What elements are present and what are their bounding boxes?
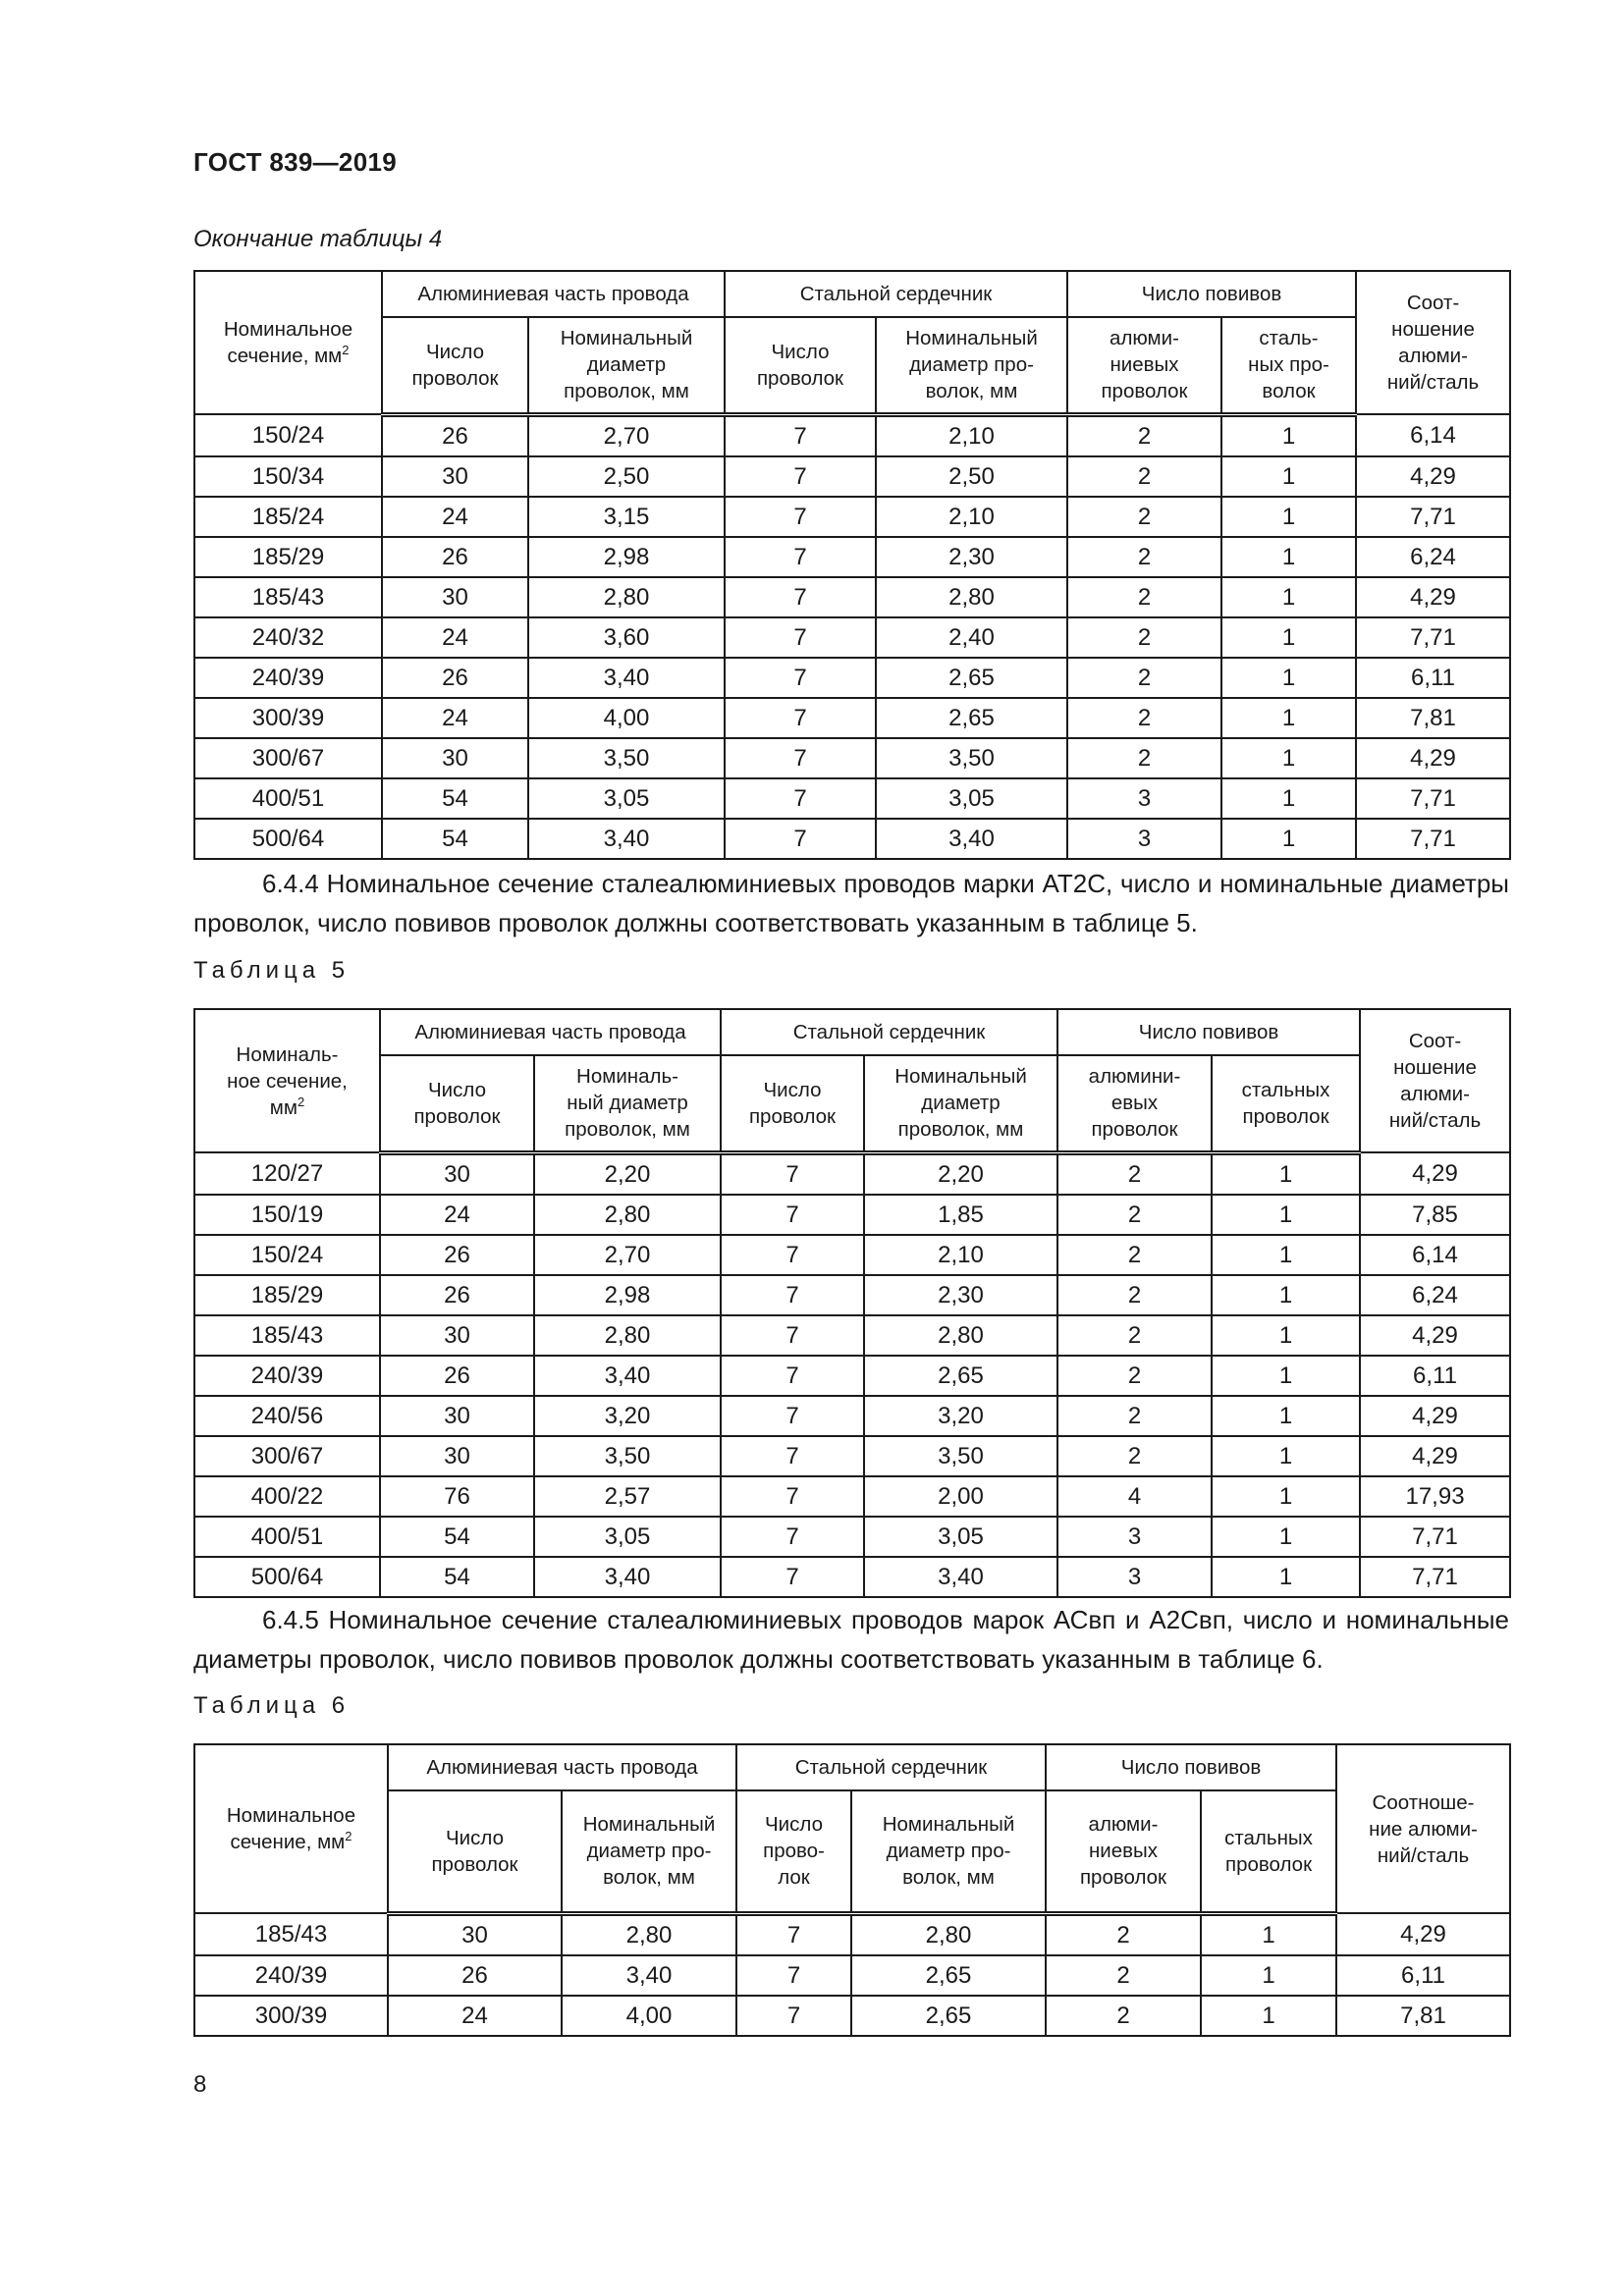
cell-steel-wire-count: 7 xyxy=(721,1275,864,1315)
cell-nominal-section: 300/39 xyxy=(194,1996,388,2036)
cell-steel-wire-count: 7 xyxy=(721,1235,864,1275)
cell-ratio: 17,93 xyxy=(1360,1476,1510,1517)
table-row xyxy=(194,414,1510,456)
cell-al-wire-count: 30 xyxy=(380,1152,534,1195)
cell-steel-wire-diameter: 2,10 xyxy=(876,497,1067,537)
cell-twists-steel: 1 xyxy=(1201,1955,1336,1996)
table-row xyxy=(194,456,1510,497)
cell-al-wire-diameter: 3,40 xyxy=(534,1557,721,1597)
cell-nominal-section: 400/51 xyxy=(194,1517,380,1557)
header-twists-aluminum: алюми- ниевых проволок xyxy=(1067,317,1221,414)
header-steel-wire-count: Число прово- лок xyxy=(736,1790,851,1913)
cell-al-wire-diameter: 2,80 xyxy=(528,577,725,617)
table-row xyxy=(194,577,1510,617)
cell-al-wire-count: 24 xyxy=(382,617,528,658)
cell-twists-aluminum: 2 xyxy=(1067,698,1221,738)
cell-al-wire-count: 30 xyxy=(380,1436,534,1476)
cell-steel-wire-diameter: 3,05 xyxy=(876,778,1067,819)
header-twists-aluminum: алюмини- евых проволок xyxy=(1057,1055,1212,1152)
cell-al-wire-count: 54 xyxy=(380,1557,534,1597)
cell-twists-aluminum: 2 xyxy=(1046,1996,1201,2036)
table-row xyxy=(194,698,1510,738)
header-ratio: Соотноше- ние алюми- ний/сталь xyxy=(1336,1744,1510,1913)
cell-al-wire-count: 26 xyxy=(382,537,528,577)
table-row xyxy=(194,1152,1510,1195)
cell-steel-wire-diameter: 3,50 xyxy=(864,1436,1057,1476)
header-twists-aluminum: алюми- ниевых проволок xyxy=(1046,1790,1201,1913)
cell-al-wire-diameter: 4,00 xyxy=(528,698,725,738)
cell-twists-aluminum: 2 xyxy=(1046,1955,1201,1996)
table-row xyxy=(194,617,1510,658)
cell-steel-wire-count: 7 xyxy=(725,698,876,738)
cell-twists-aluminum: 2 xyxy=(1067,577,1221,617)
cell-al-wire-diameter: 3,05 xyxy=(528,778,725,819)
table-row xyxy=(194,1195,1510,1235)
cell-nominal-section: 150/34 xyxy=(194,456,382,497)
cell-ratio: 6,11 xyxy=(1356,658,1510,698)
cell-al-wire-count: 30 xyxy=(382,738,528,778)
table-row xyxy=(194,1557,1510,1597)
header-steel-wire-count: Число проволок xyxy=(721,1055,864,1152)
cell-twists-steel: 1 xyxy=(1221,617,1356,658)
header-al-wire-diameter: Номинальный диаметр проволок, мм xyxy=(528,317,725,414)
cell-steel-wire-count: 7 xyxy=(736,1913,851,1955)
cell-al-wire-count: 26 xyxy=(380,1275,534,1315)
cell-al-wire-count: 76 xyxy=(380,1476,534,1517)
header-twist-count: Число повивов xyxy=(1046,1744,1336,1790)
cell-steel-wire-count: 7 xyxy=(725,819,876,859)
cell-twists-steel: 1 xyxy=(1221,658,1356,698)
cell-nominal-section: 240/39 xyxy=(194,1356,380,1396)
header-nominal-section: Номинальное сечение, $мм^2$ xyxy=(194,1744,388,1913)
header-ratio: Соот- ношение алюми- ний/сталь xyxy=(1360,1009,1510,1152)
cell-twists-steel: 1 xyxy=(1221,577,1356,617)
cell-al-wire-diameter: 3,40 xyxy=(534,1356,721,1396)
header-steel-wire-diameter: Номинальный диаметр про- волок, мм xyxy=(851,1790,1046,1913)
cell-nominal-section: 120/27 xyxy=(194,1152,380,1195)
table-row xyxy=(194,1275,1510,1315)
header-al-wire-diameter: Номинальный диаметр про- волок, мм xyxy=(562,1790,736,1913)
cell-twists-steel: 1 xyxy=(1212,1235,1360,1275)
cell-ratio: 7,71 xyxy=(1360,1557,1510,1597)
cell-nominal-section: 185/43 xyxy=(194,1315,380,1356)
cell-al-wire-count: 26 xyxy=(380,1356,534,1396)
cell-twists-steel: 1 xyxy=(1212,1195,1360,1235)
cell-ratio: 6,24 xyxy=(1356,537,1510,577)
cell-steel-wire-count: 7 xyxy=(725,577,876,617)
cell-ratio: 6,14 xyxy=(1356,414,1510,456)
cell-steel-wire-diameter: 2,10 xyxy=(876,414,1067,456)
header-aluminum-part: Алюминиевая часть провода xyxy=(380,1009,721,1055)
table-row xyxy=(194,537,1510,577)
table-6 xyxy=(193,1743,1511,2037)
cell-nominal-section: 185/43 xyxy=(194,577,382,617)
table-row xyxy=(194,1517,1510,1557)
header-steel-core: Стальной сердечник xyxy=(721,1009,1057,1055)
cell-twists-steel: 1 xyxy=(1221,414,1356,456)
cell-al-wire-diameter: 3,60 xyxy=(528,617,725,658)
cell-twists-aluminum: 2 xyxy=(1046,1913,1201,1955)
cell-al-wire-count: 30 xyxy=(380,1315,534,1356)
table-4 xyxy=(193,270,1511,860)
cell-steel-wire-count: 7 xyxy=(721,1436,864,1476)
cell-nominal-section: 185/29 xyxy=(194,537,382,577)
cell-steel-wire-diameter: 2,65 xyxy=(876,698,1067,738)
cell-al-wire-diameter: 2,98 xyxy=(528,537,725,577)
cell-steel-wire-count: 7 xyxy=(721,1396,864,1436)
cell-al-wire-count: 24 xyxy=(382,497,528,537)
cell-ratio: 7,81 xyxy=(1356,698,1510,738)
cell-steel-wire-diameter: 2,65 xyxy=(851,1996,1046,2036)
cell-steel-wire-diameter: 2,80 xyxy=(876,577,1067,617)
cell-al-wire-count: 24 xyxy=(382,698,528,738)
cell-ratio: 4,29 xyxy=(1336,1913,1510,1955)
header-twists-steel: сталь- ных про- волок xyxy=(1221,317,1356,414)
header-steel-core: Стальной сердечник xyxy=(725,271,1067,317)
cell-nominal-section: 400/22 xyxy=(194,1476,380,1517)
cell-nominal-section: 150/24 xyxy=(194,1235,380,1275)
header-steel-wire-diameter: Номинальный диаметр про- волок, мм xyxy=(876,317,1067,414)
cell-al-wire-diameter: 2,70 xyxy=(534,1235,721,1275)
cell-twists-aluminum: 2 xyxy=(1057,1235,1212,1275)
cell-steel-wire-diameter: 3,40 xyxy=(876,819,1067,859)
cell-twists-aluminum: 2 xyxy=(1057,1356,1212,1396)
cell-twists-aluminum: 2 xyxy=(1067,456,1221,497)
table-row xyxy=(194,819,1510,859)
cell-twists-steel: 1 xyxy=(1201,1913,1336,1955)
cell-al-wire-diameter: 3,40 xyxy=(528,819,725,859)
page-number: 8 xyxy=(193,2071,207,2098)
cell-twists-steel: 1 xyxy=(1212,1517,1360,1557)
cell-nominal-section: 400/51 xyxy=(194,778,382,819)
cell-twists-aluminum: 2 xyxy=(1057,1275,1212,1315)
cell-steel-wire-count: 7 xyxy=(736,1996,851,2036)
header-al-wire-diameter: Номиналь- ный диаметр проволок, мм xyxy=(534,1055,721,1152)
cell-twists-aluminum: 2 xyxy=(1067,738,1221,778)
header-twist-count: Число повивов xyxy=(1067,271,1356,317)
cell-ratio: 6,11 xyxy=(1360,1356,1510,1396)
cell-twists-aluminum: 3 xyxy=(1067,819,1221,859)
cell-twists-steel: 1 xyxy=(1212,1396,1360,1436)
cell-al-wire-diameter: 2,50 xyxy=(528,456,725,497)
cell-twists-aluminum: 2 xyxy=(1067,414,1221,456)
cell-steel-wire-diameter: 3,05 xyxy=(864,1517,1057,1557)
paragraph-6-4-5: 6.4.5 Номинальное сечение сталеалюминиевых проводов марок АСвп и А2Свп, число и номинальные диаметры проволок, число повивов проволок должны соответствовать указанным в таблице 6. xyxy=(193,1605,1509,1674)
cell-ratio: 7,71 xyxy=(1356,497,1510,537)
cell-al-wire-count: 26 xyxy=(382,414,528,456)
cell-steel-wire-count: 7 xyxy=(721,1356,864,1396)
cell-steel-wire-diameter: 2,30 xyxy=(876,537,1067,577)
cell-al-wire-count: 54 xyxy=(380,1517,534,1557)
cell-al-wire-diameter: 3,20 xyxy=(534,1396,721,1436)
table-row xyxy=(194,658,1510,698)
cell-al-wire-diameter: 2,80 xyxy=(534,1315,721,1356)
cell-steel-wire-count: 7 xyxy=(721,1557,864,1597)
cell-al-wire-diameter: 2,70 xyxy=(528,414,725,456)
cell-twists-steel: 1 xyxy=(1221,738,1356,778)
cell-twists-steel: 1 xyxy=(1212,1315,1360,1356)
cell-al-wire-count: 30 xyxy=(382,456,528,497)
header-nominal-section: Номинальное сечение, $мм^2$ xyxy=(194,271,382,414)
cell-nominal-section: 300/39 xyxy=(194,698,382,738)
cell-twists-steel: 1 xyxy=(1221,819,1356,859)
cell-al-wire-diameter: 3,50 xyxy=(528,738,725,778)
cell-steel-wire-diameter: 2,65 xyxy=(864,1356,1057,1396)
header-twists-steel: стальных проволок xyxy=(1201,1790,1336,1913)
header-ratio: Соот- ношение алюми- ний/сталь xyxy=(1356,271,1510,414)
cell-steel-wire-count: 7 xyxy=(736,1955,851,1996)
cell-steel-wire-count: 7 xyxy=(725,414,876,456)
cell-al-wire-diameter: 3,15 xyxy=(528,497,725,537)
header-twist-count: Число повивов xyxy=(1057,1009,1360,1055)
header-al-wire-count: Число проволок xyxy=(380,1055,534,1152)
cell-al-wire-diameter: 2,57 xyxy=(534,1476,721,1517)
cell-steel-wire-diameter: 2,20 xyxy=(864,1152,1057,1195)
cell-twists-aluminum: 2 xyxy=(1057,1396,1212,1436)
cell-twists-steel: 1 xyxy=(1212,1557,1360,1597)
cell-twists-steel: 1 xyxy=(1221,778,1356,819)
cell-al-wire-count: 30 xyxy=(380,1396,534,1436)
header-aluminum-part: Алюминиевая часть провода xyxy=(388,1744,736,1790)
cell-ratio: 7,71 xyxy=(1356,778,1510,819)
cell-steel-wire-count: 7 xyxy=(725,497,876,537)
table-5 xyxy=(193,1008,1511,1598)
table-row xyxy=(194,1476,1510,1517)
cell-twists-steel: 1 xyxy=(1221,497,1356,537)
cell-twists-steel: 1 xyxy=(1212,1476,1360,1517)
cell-ratio: 4,29 xyxy=(1360,1436,1510,1476)
cell-al-wire-count: 24 xyxy=(388,1996,562,2036)
table-row xyxy=(194,738,1510,778)
cell-nominal-section: 185/43 xyxy=(194,1913,388,1955)
cell-steel-wire-diameter: 2,50 xyxy=(876,456,1067,497)
cell-nominal-section: 240/56 xyxy=(194,1396,380,1436)
cell-twists-steel: 1 xyxy=(1221,456,1356,497)
cell-twists-aluminum: 2 xyxy=(1057,1315,1212,1356)
cell-twists-aluminum: 3 xyxy=(1057,1557,1212,1597)
cell-twists-aluminum: 2 xyxy=(1067,658,1221,698)
cell-steel-wire-count: 7 xyxy=(725,778,876,819)
cell-steel-wire-diameter: 2,40 xyxy=(876,617,1067,658)
cell-twists-steel: 1 xyxy=(1212,1356,1360,1396)
cell-steel-wire-diameter: 1,85 xyxy=(864,1195,1057,1235)
header-twists-steel: стальных проволок xyxy=(1212,1055,1360,1152)
cell-al-wire-diameter: 2,80 xyxy=(534,1195,721,1235)
header-al-wire-count: Число проволок xyxy=(382,317,528,414)
cell-steel-wire-count: 7 xyxy=(725,537,876,577)
header-aluminum-part: Алюминиевая часть провода xyxy=(382,271,725,317)
cell-nominal-section: 240/39 xyxy=(194,1955,388,1996)
table-row xyxy=(194,1913,1510,1955)
table-row xyxy=(194,1436,1510,1476)
cell-steel-wire-diameter: 2,65 xyxy=(876,658,1067,698)
cell-steel-wire-count: 7 xyxy=(721,1476,864,1517)
table6-caption: Таблица 6 xyxy=(193,1692,351,1719)
cell-steel-wire-count: 7 xyxy=(721,1517,864,1557)
cell-nominal-section: 240/39 xyxy=(194,658,382,698)
cell-nominal-section: 150/19 xyxy=(194,1195,380,1235)
cell-twists-aluminum: 4 xyxy=(1057,1476,1212,1517)
cell-nominal-section: 500/64 xyxy=(194,819,382,859)
paragraph-6-4-4: 6.4.4 Номинальное сечение сталеалюминиевых проводов марки АТ2С, число и номинальные диаметры проволок, число повивов проволок должны соответствовать указанным в таблице 5. xyxy=(193,869,1509,937)
cell-steel-wire-count: 7 xyxy=(725,738,876,778)
cell-nominal-section: 185/29 xyxy=(194,1275,380,1315)
cell-nominal-section: 500/64 xyxy=(194,1557,380,1597)
cell-al-wire-count: 26 xyxy=(388,1955,562,1996)
header-steel-wire-count: Число проволок xyxy=(725,317,876,414)
cell-ratio: 7,81 xyxy=(1336,1996,1510,2036)
cell-al-wire-diameter: 2,98 xyxy=(534,1275,721,1315)
cell-twists-aluminum: 3 xyxy=(1067,778,1221,819)
cell-steel-wire-count: 7 xyxy=(721,1315,864,1356)
header-al-wire-count: Число проволок xyxy=(388,1790,562,1913)
table-row xyxy=(194,778,1510,819)
cell-twists-aluminum: 2 xyxy=(1057,1152,1212,1195)
cell-steel-wire-diameter: 2,80 xyxy=(851,1913,1046,1955)
cell-twists-aluminum: 3 xyxy=(1057,1517,1212,1557)
table-row xyxy=(194,497,1510,537)
table-row xyxy=(194,1356,1510,1396)
cell-al-wire-diameter: 2,20 xyxy=(534,1152,721,1195)
cell-nominal-section: 240/32 xyxy=(194,617,382,658)
cell-ratio: 7,71 xyxy=(1356,819,1510,859)
cell-steel-wire-diameter: 2,80 xyxy=(864,1315,1057,1356)
cell-twists-aluminum: 2 xyxy=(1057,1195,1212,1235)
cell-steel-wire-count: 7 xyxy=(721,1152,864,1195)
cell-al-wire-diameter: 2,80 xyxy=(562,1913,736,1955)
cell-twists-steel: 1 xyxy=(1201,1996,1336,2036)
header-steel-core: Стальной сердечник xyxy=(736,1744,1046,1790)
cell-nominal-section: 185/24 xyxy=(194,497,382,537)
cell-steel-wire-count: 7 xyxy=(725,456,876,497)
cell-ratio: 4,29 xyxy=(1360,1315,1510,1356)
cell-ratio: 7,85 xyxy=(1360,1195,1510,1235)
cell-al-wire-count: 24 xyxy=(380,1195,534,1235)
cell-twists-steel: 1 xyxy=(1212,1275,1360,1315)
cell-nominal-section: 300/67 xyxy=(194,738,382,778)
table4-caption: Окончание таблицы 4 xyxy=(193,226,443,252)
cell-ratio: 7,71 xyxy=(1356,617,1510,658)
table-row xyxy=(194,1996,1510,2036)
cell-al-wire-diameter: 3,40 xyxy=(528,658,725,698)
cell-al-wire-count: 30 xyxy=(382,577,528,617)
cell-steel-wire-diameter: 2,00 xyxy=(864,1476,1057,1517)
cell-steel-wire-count: 7 xyxy=(725,617,876,658)
cell-ratio: 4,29 xyxy=(1360,1152,1510,1195)
header-steel-wire-diameter: Номинальный диаметр проволок, мм xyxy=(864,1055,1057,1152)
cell-al-wire-count: 26 xyxy=(380,1235,534,1275)
cell-ratio: 6,14 xyxy=(1360,1235,1510,1275)
cell-steel-wire-count: 7 xyxy=(721,1195,864,1235)
cell-ratio: 4,29 xyxy=(1360,1396,1510,1436)
cell-ratio: 6,11 xyxy=(1336,1955,1510,1996)
cell-twists-steel: 1 xyxy=(1221,698,1356,738)
cell-twists-aluminum: 2 xyxy=(1067,617,1221,658)
cell-ratio: 4,29 xyxy=(1356,738,1510,778)
cell-ratio: 7,71 xyxy=(1360,1517,1510,1557)
cell-al-wire-diameter: 4,00 xyxy=(562,1996,736,2036)
cell-al-wire-diameter: 3,05 xyxy=(534,1517,721,1557)
cell-twists-steel: 1 xyxy=(1212,1152,1360,1195)
cell-steel-wire-diameter: 3,50 xyxy=(876,738,1067,778)
table5-caption: Таблица 5 xyxy=(193,957,351,984)
cell-ratio: 4,29 xyxy=(1356,577,1510,617)
table-row xyxy=(194,1396,1510,1436)
cell-nominal-section: 300/67 xyxy=(194,1436,380,1476)
cell-twists-aluminum: 2 xyxy=(1057,1436,1212,1476)
cell-al-wire-count: 30 xyxy=(388,1913,562,1955)
header-nominal-section: Номиналь- ное сечение, $мм^2$ xyxy=(194,1009,380,1152)
cell-twists-aluminum: 2 xyxy=(1067,497,1221,537)
cell-twists-aluminum: 2 xyxy=(1067,537,1221,577)
cell-al-wire-count: 26 xyxy=(382,658,528,698)
table-row xyxy=(194,1235,1510,1275)
cell-steel-wire-diameter: 2,10 xyxy=(864,1235,1057,1275)
cell-twists-steel: 1 xyxy=(1212,1436,1360,1476)
cell-steel-wire-diameter: 3,40 xyxy=(864,1557,1057,1597)
cell-twists-steel: 1 xyxy=(1221,537,1356,577)
document-code: ГОСТ 839—2019 xyxy=(193,147,397,177)
cell-al-wire-count: 54 xyxy=(382,778,528,819)
cell-steel-wire-count: 7 xyxy=(725,658,876,698)
cell-al-wire-count: 54 xyxy=(382,819,528,859)
cell-ratio: 4,29 xyxy=(1356,456,1510,497)
cell-al-wire-diameter: 3,50 xyxy=(534,1436,721,1476)
cell-steel-wire-diameter: 3,20 xyxy=(864,1396,1057,1436)
cell-nominal-section: 150/24 xyxy=(194,414,382,456)
table-row xyxy=(194,1955,1510,1996)
cell-ratio: 6,24 xyxy=(1360,1275,1510,1315)
table-row xyxy=(194,1315,1510,1356)
cell-al-wire-diameter: 3,40 xyxy=(562,1955,736,1996)
cell-steel-wire-diameter: 2,65 xyxy=(851,1955,1046,1996)
cell-steel-wire-diameter: 2,30 xyxy=(864,1275,1057,1315)
